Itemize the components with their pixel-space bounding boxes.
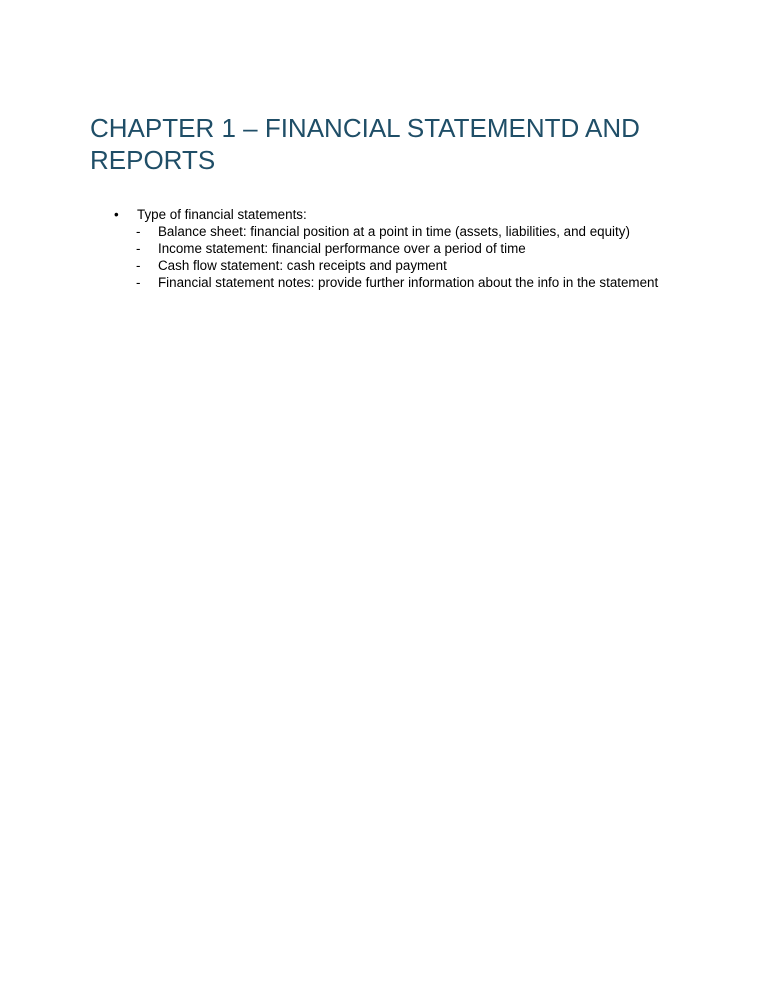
dash-icon: - [136,224,141,239]
bullet-item [112,206,732,223]
sub-list-item-text: Income statement: financial performance over a period of time [158,241,526,256]
dash-icon: - [136,275,141,290]
sub-list-item [112,257,732,274]
chapter-title: CHAPTER 1 – FINANCIAL STATEMENTD AND REPORTS [90,113,640,175]
sub-list-item [112,274,732,291]
sub-list-item [112,223,732,240]
sub-list-item-text: Cash flow statement: cash receipts and payment [158,258,447,273]
bullet-list [112,206,732,291]
sub-list-item-text: Balance sheet: financial position at a point in time (assets, liabilities, and equity) [158,224,630,239]
dash-icon: - [136,258,141,273]
sub-list [112,223,732,291]
sub-list-item-text: Financial statement notes: provide further information about the info in the statement [158,275,659,290]
dash-icon: - [136,241,141,256]
sub-list-item [112,240,732,257]
bullet-icon: • [114,207,119,222]
bullet-item-text: Type of financial statements: [137,207,307,222]
